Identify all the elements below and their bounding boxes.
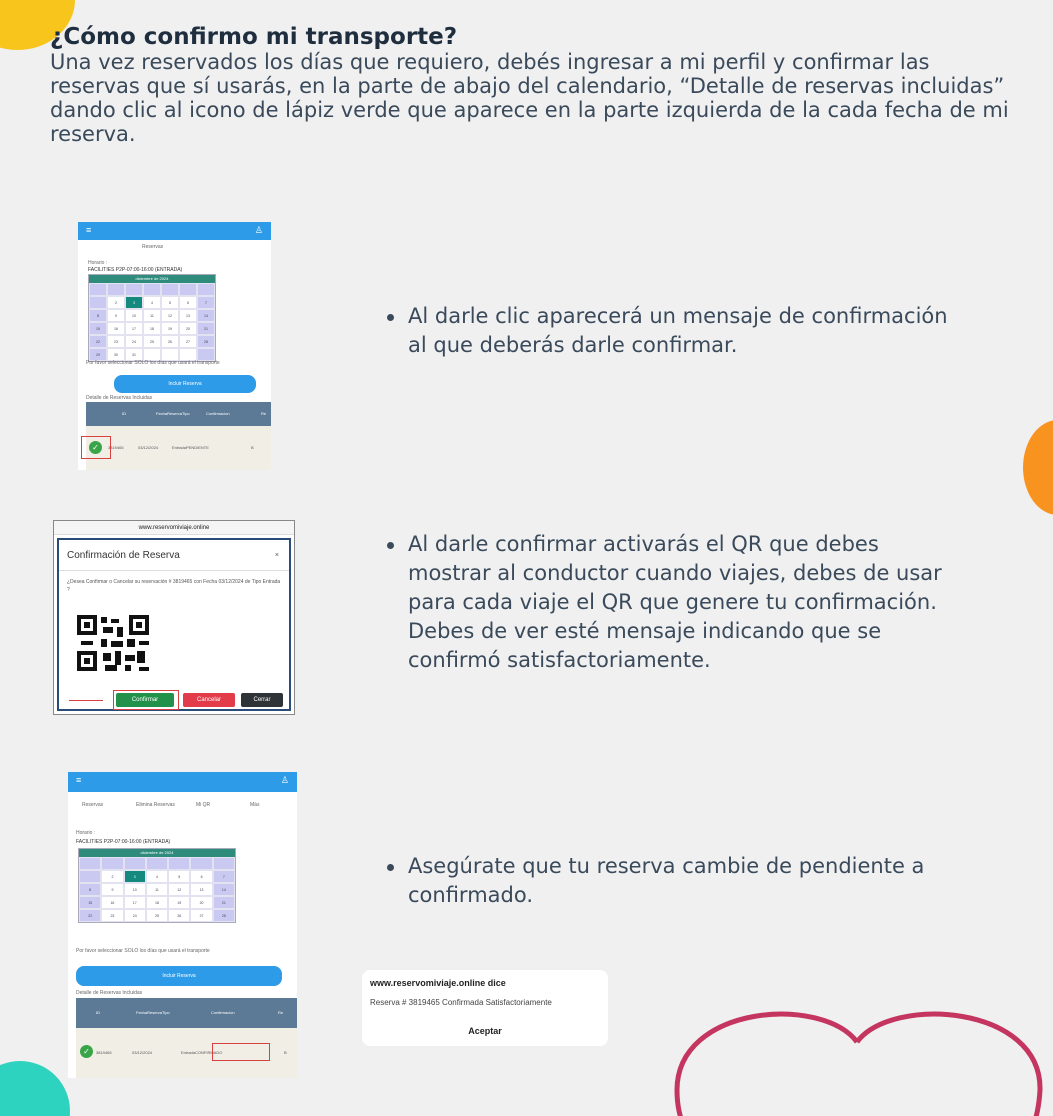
calendar <box>88 274 216 362</box>
modal-title: Confirmación de Reserva <box>67 550 180 561</box>
phone-screenshot-confirmed <box>68 772 297 1078</box>
green-pencil-edit-icon[interactable]: ✓ <box>89 441 102 454</box>
menu-icon: ≡ <box>86 225 92 235</box>
reservations-table-header <box>76 998 297 1028</box>
close-button[interactable]: Cerrar <box>241 693 283 707</box>
row-date: 03/12/2024 <box>132 1050 153 1055</box>
table-header-confirmacion: Confirmacion <box>206 411 230 416</box>
calendar-grid: 2 3 4 5 6 7 8 9 10 11 12 13 14 15 16 17 18 19 20 21 22 23 24 25 26 27 28 29 30 31 <box>89 283 215 361</box>
cancel-button[interactable]: Cancelar <box>183 693 235 707</box>
details-label: Detalle de Reservas Incluidas <box>76 990 143 996</box>
tab-reservas[interactable]: Reservas <box>82 802 104 808</box>
table-header-fecha: FechaReservaTipo <box>136 1010 170 1015</box>
table-header-id: ID <box>122 411 126 416</box>
accept-button[interactable]: Aceptar <box>468 1026 502 1036</box>
select-days-note: Por favor seleccionar SOLO los días que usará el transporte <box>76 948 210 954</box>
table-header-re: Re <box>278 1010 284 1015</box>
highlight-box <box>212 1043 270 1061</box>
confirmation-modal-screenshot <box>53 520 295 715</box>
decorative-orange-circle <box>1023 420 1053 515</box>
schedule-value: FACILITIES P2P-07:00-16:00 (ENTRADA) <box>76 839 171 845</box>
row-id: 3819465 <box>96 1050 112 1055</box>
calendar-month: diciembre de 2024 <box>89 275 215 283</box>
user-icon: ♙ <box>254 225 263 235</box>
bullet-3-text: Asegúrate que tu reserva cambie de pendiente a confirmado. <box>408 854 925 907</box>
divider <box>59 570 289 571</box>
arrow-indicator <box>69 700 103 701</box>
browser-url: www.reservomiviaje.online <box>138 525 210 531</box>
table-header-confirmacion: Confirmacion <box>211 1010 235 1015</box>
heart-outline-icon <box>672 1000 1052 1116</box>
page-title: ¿Cómo confirmo mi transporte? <box>50 24 458 50</box>
tab-elimina-reservas[interactable]: Elimina Reservas <box>136 802 175 808</box>
bullet-1 <box>408 302 953 360</box>
close-icon[interactable]: × <box>274 552 279 559</box>
app-topbar <box>68 772 297 792</box>
row-date: 03/12/2024 <box>138 445 159 450</box>
bullet-2 <box>408 530 968 675</box>
table-row <box>86 426 271 470</box>
green-pencil-edit-icon[interactable]: ✓ <box>80 1045 93 1058</box>
table-header-re: Re <box>261 411 267 416</box>
include-reservation-button[interactable]: Incluir Reserva <box>76 966 282 986</box>
bullet-3 <box>408 852 948 910</box>
app-topbar <box>78 222 271 240</box>
confirmation-alert <box>362 970 608 1046</box>
reservations-table-header <box>86 402 271 426</box>
bullet-dot <box>387 864 394 871</box>
tab-reservas: Reservas <box>142 244 164 250</box>
bullet-dot <box>387 542 394 549</box>
calendar-grid: 2 3 4 5 6 7 8 9 10 11 12 13 14 15 16 17 18 19 20 21 22 23 24 25 26 27 28 <box>79 857 235 922</box>
row-status: EntradaPENDIENTE <box>172 445 209 450</box>
phone-screenshot-reservations <box>78 222 271 470</box>
table-header-fecha: FechaReservaTipo <box>156 411 190 416</box>
schedule-value: FACILITIES P2P-07:00-16:00 (ENTRADA) <box>88 267 183 273</box>
highlight-box <box>113 690 179 710</box>
bullet-dot <box>387 314 394 321</box>
calendar <box>78 848 236 923</box>
alert-heading: www.reservomiviaje.online dice <box>370 978 506 988</box>
select-days-note: Por favor seleccionar SOLO los días que usará el transporte <box>86 360 220 366</box>
schedule-label: Horario : <box>76 830 96 836</box>
tab-mas[interactable]: Más <box>250 802 260 808</box>
highlight-box <box>81 436 111 459</box>
row-status: EntradaCONFIRMADO <box>181 1050 223 1055</box>
modal-message: ¿Desea Confirmar o Cancelar su reservación # 3819465 con Fecha 03/12/2024 de Tipo Entrada ? <box>67 579 281 593</box>
decorative-teal-circle <box>0 1061 70 1116</box>
menu-icon: ≡ <box>76 775 82 785</box>
schedule-label: Horario : <box>88 260 108 266</box>
row-extra: B <box>251 445 254 450</box>
bullet-1-text: Al darle clic aparecerá un mensaje de confirmación al que deberás darle confirmar. <box>408 304 948 357</box>
intro-paragraph: Una vez reservados los días que requiero, debés ingresar a mi perfil y confirmar las reservas que sí usarás, en la parte de abajo del calendario, “Detalle de reservas incluidas” dando clic al icono de lápiz verde que aparece en la parte izquierda de la cada fecha de mi reserva. <box>50 50 1009 146</box>
include-reservation-button[interactable]: Incluir Reserva <box>114 375 256 393</box>
modal-dialog <box>57 538 291 711</box>
row-extra: B <box>284 1050 287 1055</box>
details-label: Detalle de Reservas Incluidas <box>86 395 153 401</box>
qr-code-icon <box>77 615 152 673</box>
user-icon: ♙ <box>280 775 289 785</box>
table-header-id: ID <box>96 1010 100 1015</box>
alert-message: Reserva # 3819465 Confirmada Satisfactoriamente <box>370 998 552 1007</box>
tab-mi-qr[interactable]: Mi QR <box>196 802 211 808</box>
bullet-2-text: Al darle confirmar activarás el QR que debes mostrar al conductor cuando viajes, debes de usar para cada viaje el QR que genere tu confirmación. Debes de ver esté mensaje indicando que se confirmó satisfactoriamente. <box>408 532 942 672</box>
browser-url-bar <box>54 521 294 535</box>
confirm-button[interactable]: Confirmar <box>116 693 174 707</box>
calendar-month: diciembre de 2024 <box>79 849 235 857</box>
row-id: 3819465 <box>108 445 124 450</box>
